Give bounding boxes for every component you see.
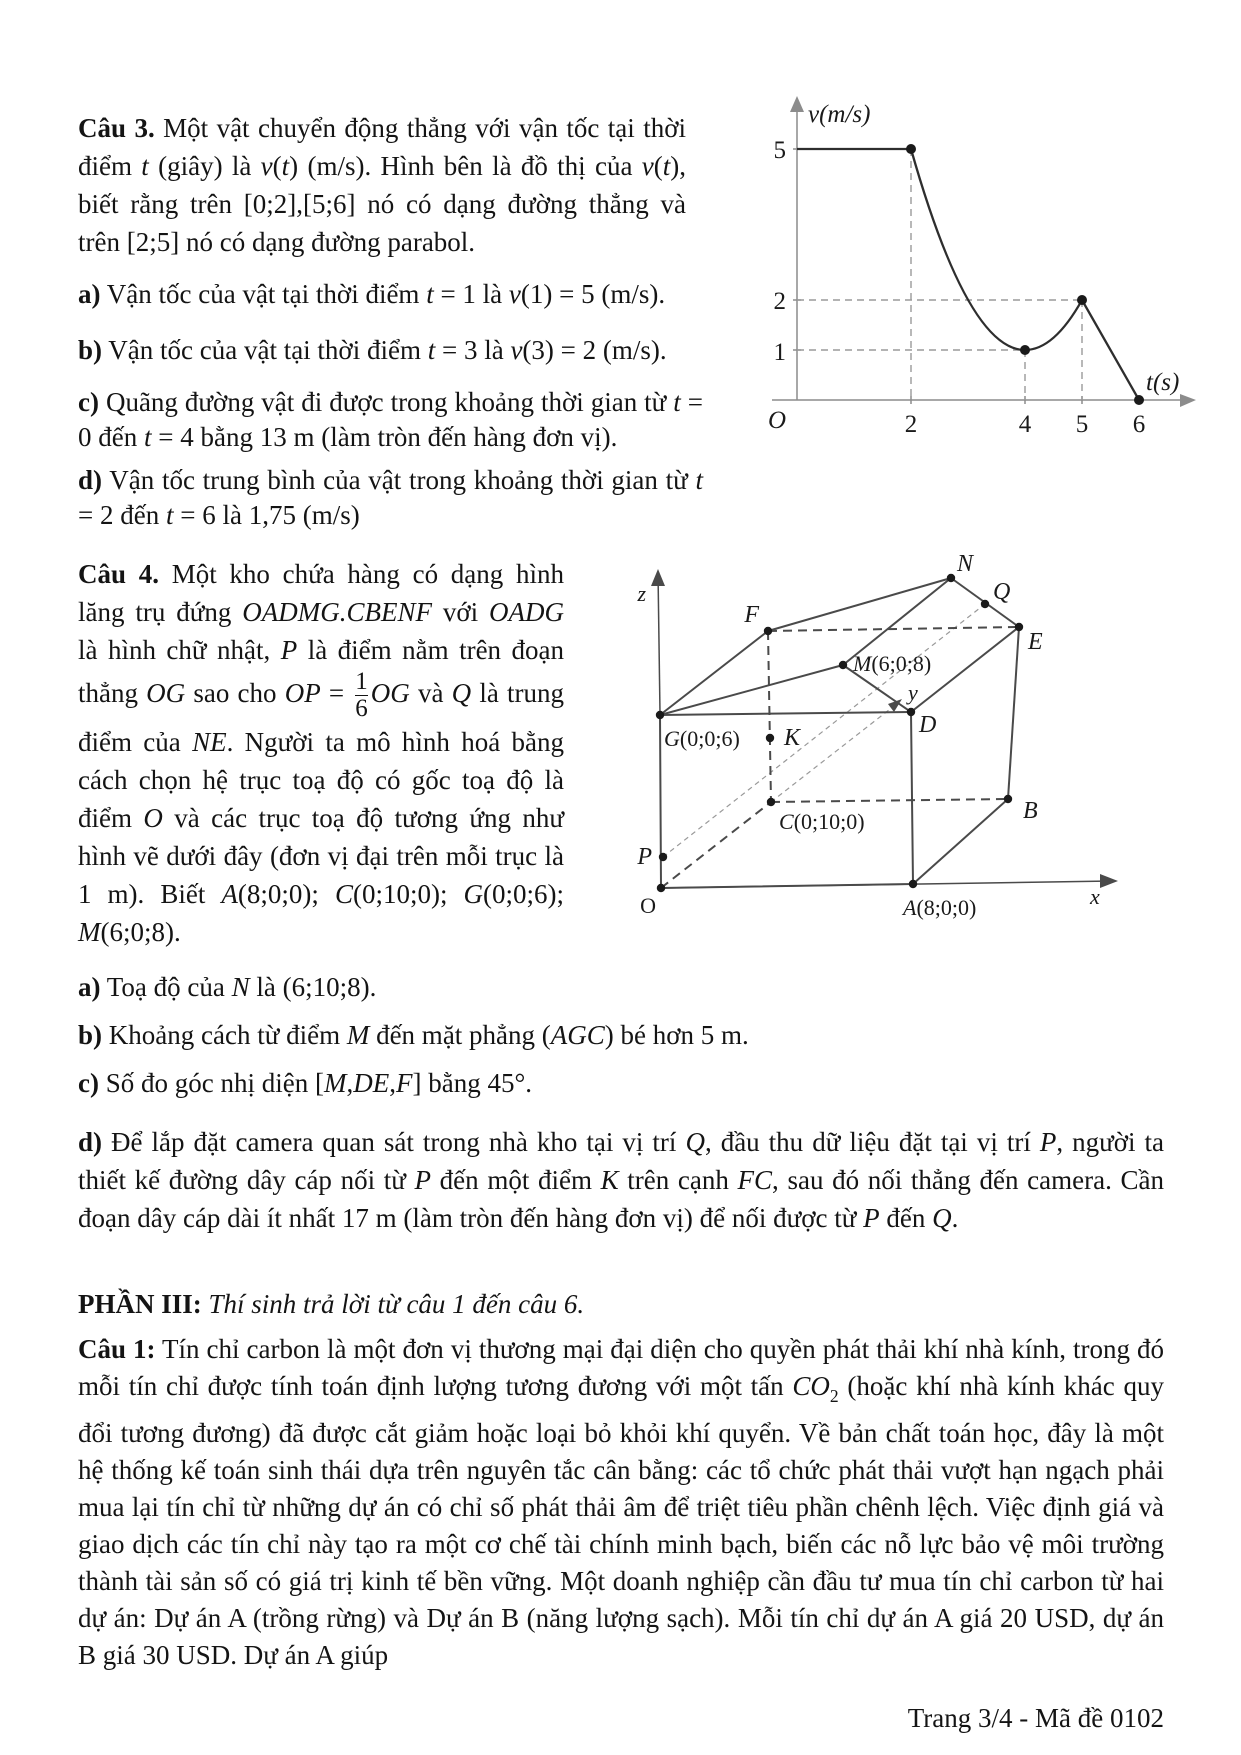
graph-xtick-5: 5 <box>1075 411 1089 438</box>
figure-label-a: A(8;0;0) <box>903 895 977 920</box>
figure-label-z: z <box>637 581 646 606</box>
figure-label-e: E <box>1028 629 1043 655</box>
figure-label-y: y <box>908 680 918 705</box>
figure-label-g: G(0;0;6) <box>664 726 740 751</box>
cau1-paragraph: Câu 1: Tín chỉ carbon là một đơn vị thương mại đại diện cho quyền phát thải khí nhà kính, trong đó mỗi tín chỉ được tính toán định lượng tương đương với một tấn $CO_2$ (hoặc khí nhà kính khác quy đổi tương đương) đã được cắt giảm hoặc loại bỏ khỏi khí quyển. Về bản chất toán học, đây là một hệ thống kế toán sinh thái dựa trên nguyên tắc cân bằng: các tổ chức phát thải vượt hạn ngạch phải mua lại tín chỉ từ những dự án có chỉ số phát thải âm để triệt tiêu phần chênh lệch. Việc định giá và giao dịch các tín chỉ này tạo ra một cơ chế tài chính minh bạch, biến các nỗ lực bảo vệ môi trường thành tài sản số có giá trị kinh tế bền vững. Một doanh nghiệp cần đầu tư mua tín chỉ carbon từ hai dự án: Dự án A (trồng rừng) và Dự án B (năng lượng sạch). Mỗi tín chỉ dự án A giá 20 USD, dự án B giá 30 USD. Dự án A giúp <box>78 1334 1164 1670</box>
figure-labels <box>636 551 1100 920</box>
graph-xtick-4: 4 <box>1018 411 1032 438</box>
x-axis-arrow <box>1100 874 1118 888</box>
figure-label-q: Q <box>993 579 1011 605</box>
graph-dashed-guides <box>797 149 1082 400</box>
figure-label-x: x <box>1090 884 1100 909</box>
figure-label-c: C(0;10;0) <box>779 809 865 834</box>
figure-label-b: B <box>1023 798 1038 824</box>
part3-heading: PHẦN III: Thí sinh trả lời từ câu 1 đến câu 6. <box>78 1289 585 1319</box>
y-axis-arrow <box>790 96 804 112</box>
cau3-item-c: c) Quãng đường vật đi được trong khoảng thời gian từ t = 0 đến t = 4 bằng 13 m (làm tròn đến hàng đơn vị). <box>78 387 703 452</box>
graph-origin-label: O <box>767 407 786 434</box>
graph-ylabel: v(m/s) <box>808 101 871 128</box>
cau4-item-d: d) Để lắp đặt camera quan sát trong nhà kho tại vị trí Q, đầu thu dữ liệu đặt tại vị trí P, người ta thiết kế đường dây cáp nối từ P đến một điểm K trên cạnh FC, sau đó nối thẳng đến camera. Cần đoạn dây cáp dài ít nhất 17 m (làm tròn đến hàng đơn vị) để nối được từ P đến Q. <box>78 1127 1164 1233</box>
figure-label-p: P <box>637 844 652 870</box>
velocity-time-graph <box>735 78 1205 438</box>
cau3-intro-paragraph: Câu 3. Một vật chuyển động thẳng với vận tốc tại thời điểm t (giây) là v(t) (m/s). Hình bên là đồ thị của v(t), biết rằng trên [0;2],[5;6] nó có dạng đường thẳng và trên [2;5] nó có dạng đường parabol. <box>78 113 686 257</box>
figure-label-f: F <box>744 602 759 628</box>
z-axis-arrow <box>651 569 665 586</box>
figure-label-d: D <box>919 712 937 738</box>
cau3-item-b: b) Vận tốc của vật tại thời điểm t = 3 là v(3) = 2 (m/s). <box>78 335 667 365</box>
x-axis-arrow <box>1180 394 1196 407</box>
cau4-intro-paragraph: Câu 4. Một kho chứa hàng có dạng hình lăng trụ đứng OADMG.CBENF với OADG là hình chữ nhật, P là điểm nằm trên đoạn thẳng OG sao cho OP = $\frac{1}{6}$ OG và Q là trung điểm của NE. Người ta mô hình hoá bằng cách chọn hệ trục toạ độ có gốc toạ độ là điểm O và các trục toạ độ tương ứng như hình vẽ dưới đây (đơn vị đại trên mỗi trục là 1 m). Biết A(8;0;0); C(0;10;0); G(0;0;6); M(6;0;8). <box>78 559 565 947</box>
graph-ytick-5: 5 <box>773 137 786 164</box>
graph-xtick-2: 2 <box>904 411 918 438</box>
figure-label-m: M(6;0;8) <box>853 651 932 676</box>
graph-xlabel: t(s) <box>1146 369 1180 396</box>
graph-labels <box>768 101 1179 438</box>
figure-label-o: O <box>640 893 656 918</box>
cau3-item-d: d) Vận tốc trung bình của vật trong khoảng thời gian từ t = 2 đến t = 6 là 1,75 (m/s) <box>78 465 703 530</box>
graph-ytick-1: 1 <box>773 339 786 366</box>
graph-ytick-2: 2 <box>773 288 786 315</box>
graph-axes <box>772 106 1184 404</box>
cau4-item-a: a) Toạ độ của N là (6;10;8). <box>78 972 377 1002</box>
page-footer: Trang 3/4 - Mã đề 0102 <box>907 1703 1164 1733</box>
figure-label-k: K <box>784 725 801 751</box>
warehouse-prism-figure <box>552 480 1152 930</box>
cau3-item-a: a) Vận tốc của vật tại thời điểm t = 1 là v(1) = 5 (m/s). <box>78 279 666 309</box>
velocity-curve <box>797 149 1139 400</box>
graph-xtick-6: 6 <box>1132 411 1146 438</box>
figure-label-n: N <box>957 551 974 577</box>
cau4-item-c: c) Số đo góc nhị diện [M,DE,F] bằng 45°. <box>78 1068 532 1098</box>
cau4-item-b: b) Khoảng cách từ điểm M đến mặt phẳng (AGC) bé hơn 5 m. <box>78 1020 749 1050</box>
